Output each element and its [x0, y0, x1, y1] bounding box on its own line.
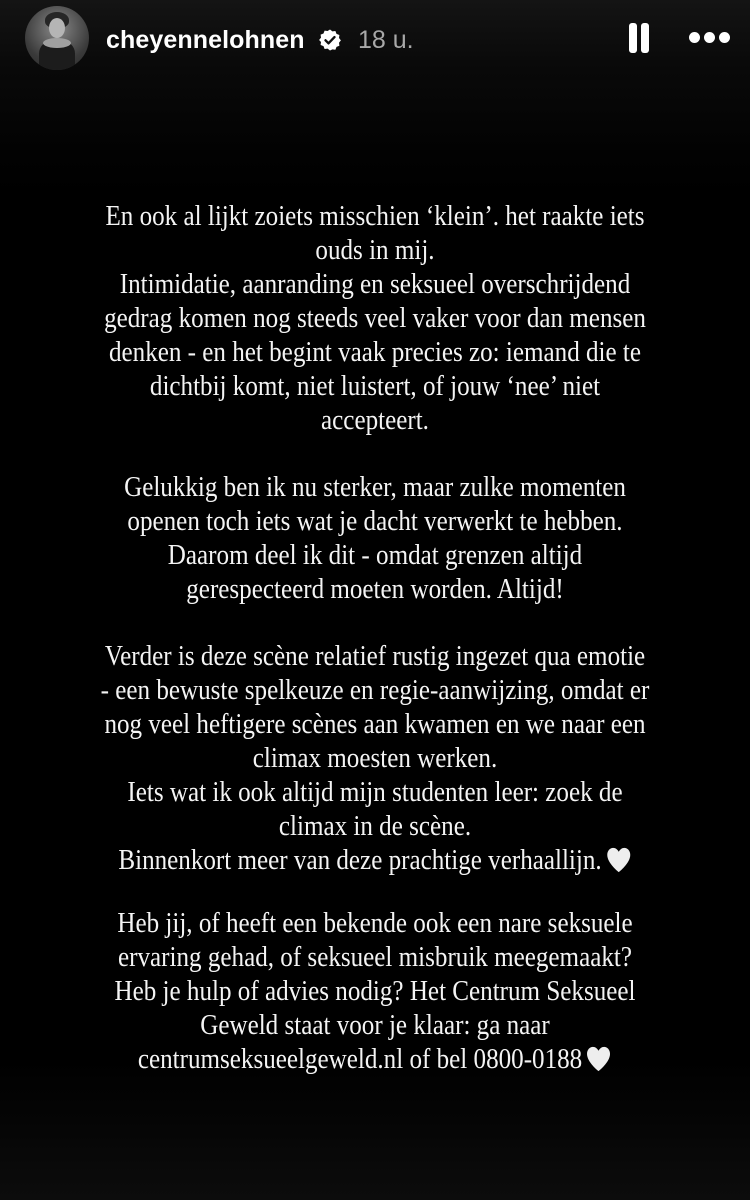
pause-button[interactable]: [624, 20, 654, 56]
text-line: - een bewuste spelkeuze en regie-aanwijzing, omdat er: [100, 675, 650, 706]
post-time: 18 u.: [358, 26, 414, 54]
avatar-figure: [43, 38, 71, 48]
text-line: centrumseksueelgeweld.nl of bel 0800-0188: [137, 1044, 583, 1075]
text-line-with-emoji: [45, 844, 705, 878]
pause-icon: [629, 23, 637, 53]
white-heart-icon: [605, 846, 631, 874]
story-text-paragraph: [0, 907, 750, 1077]
text-line: dichtbij komt, niet luistert, of jouw ‘nee’ niet: [149, 371, 601, 402]
text-line: Heb jij, of heeft een bekende ook een nare seksuele: [117, 908, 633, 939]
verified-badge-icon: [318, 28, 342, 52]
text-line: accepteert.: [321, 405, 429, 436]
username[interactable]: cheyennelohnen: [106, 26, 305, 54]
text-line: ouds in mij.: [315, 235, 435, 266]
text-line: climax moesten werken.: [252, 743, 498, 774]
text-line: Iets wat ik ook altijd mijn studenten leer: zoek de: [127, 777, 623, 808]
text-line: openen toch iets wat je dacht verwerkt te hebben.: [127, 506, 623, 537]
text-line: Heb je hulp of advies nodig? Het Centrum Seksueel: [114, 976, 636, 1007]
avatar-figure: [49, 18, 65, 38]
text-line-with-emoji: [45, 1043, 705, 1077]
text-line: Gelukkig ben ik nu sterker, maar zulke momenten: [124, 472, 626, 503]
more-options-icon: [704, 32, 715, 43]
story-text-paragraph: [0, 640, 750, 878]
text-line: ervaring gehad, of seksueel misbruik meegemaakt?: [118, 942, 632, 973]
text-line: gedrag komen nog steeds veel vaker voor dan mensen: [104, 303, 646, 334]
text-line: gerespecteerd moeten worden. Altijd!: [186, 574, 564, 605]
story-text-paragraph: [0, 471, 750, 607]
text-line: En ook al lijkt zoiets misschien ‘klein’. het raakte iets: [105, 201, 645, 232]
more-options-button[interactable]: [686, 24, 734, 52]
text-line: Daarom deel ik dit - omdat grenzen altijd: [167, 540, 583, 571]
pause-icon: [641, 23, 649, 53]
text-line: Verder is deze scène relatief rustig ingezet qua emotie: [104, 641, 646, 672]
text-line: Binnenkort meer van deze prachtige verhaallijn.: [118, 845, 602, 876]
text-line: denken - en het begint vaak precies zo: iemand die te: [108, 337, 642, 368]
story-text-paragraph: [0, 200, 750, 438]
text-line: Geweld staat voor je klaar: ga naar: [200, 1010, 550, 1041]
white-heart-icon: [586, 1045, 612, 1073]
text-line: nog veel heftigere scènes aan kwamen en we naar een: [104, 709, 646, 740]
story-header: [0, 0, 750, 84]
more-options-icon: [689, 32, 700, 43]
avatar[interactable]: [25, 6, 89, 70]
more-options-icon: [719, 32, 730, 43]
text-line: Intimidatie, aanranding en seksueel overschrijdend: [119, 269, 631, 300]
text-line: climax in de scène.: [278, 811, 472, 842]
